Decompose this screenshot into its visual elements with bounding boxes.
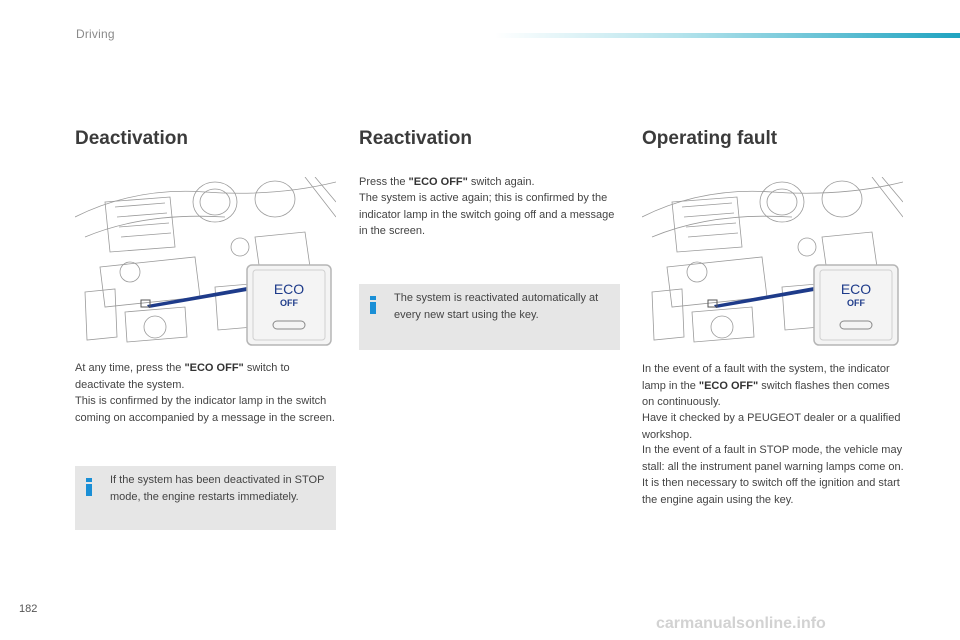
deactivation-title: Deactivation <box>75 128 188 149</box>
eco-switch-label-top: ECO <box>840 281 872 297</box>
eco-switch-label-bottom: OFF <box>847 298 865 308</box>
deactivation-paragraph-2: This is confirmed by the indicator lamp in the switch coming on accompanied by a message in the screen. <box>75 395 335 424</box>
operating-fault-title: Operating fault <box>642 128 778 149</box>
eco-off-switch-name: "ECO OFF" <box>698 379 759 392</box>
watermark: carmanualsonline.info <box>656 615 826 632</box>
operating-fault-paragraph-1 <box>642 361 904 411</box>
operating-fault-paragraph-3: In the event of a fault in STOP mode, the vehicle may stall: all the instrument panel warning lamps come on. It is then necessary to switch off the ignition and start the engine again using the key. <box>642 444 904 506</box>
dashboard-illustration <box>75 177 336 350</box>
deactivation-text-after: switch to deactivate the system. <box>75 362 290 391</box>
header-bar <box>495 33 960 38</box>
operating-fault-text-before: In the event of a fault with the system, the indicator lamp in the <box>642 363 890 392</box>
operating-fault-text-after: switch flashes then comes on continuously. <box>642 379 890 408</box>
operating-fault-paragraph-2: Have it checked by a PEUGEOT dealer or a qualified workshop. <box>642 412 901 441</box>
reactivation-info-text: The system is reactivated automatically at every new start using the key. <box>394 292 599 321</box>
info-icon <box>370 296 376 314</box>
info-icon <box>86 478 92 496</box>
deactivation-info-box <box>75 466 336 530</box>
page-number: 182 <box>19 603 38 615</box>
eco-off-switch-name: "ECO OFF" <box>184 362 244 374</box>
dashboard-illustration <box>642 177 903 350</box>
deactivation-info-text: If the system has been deactivated in STOP mode, the engine restarts immediately. <box>110 474 325 503</box>
reactivation-info-box <box>359 284 620 350</box>
header-section-label: Driving <box>76 27 115 41</box>
deactivation-text-before: At any time, press the <box>75 362 185 374</box>
reactivation-title: Reactivation <box>359 128 472 149</box>
reactivation-paragraph-1 <box>359 174 621 191</box>
reactivation-text-before: Press the <box>359 176 409 188</box>
reactivation-text-after: switch again. <box>467 176 535 188</box>
deactivation-paragraph-1 <box>75 360 337 393</box>
eco-switch-label-bottom: OFF <box>280 298 298 308</box>
eco-off-switch-name: "ECO OFF" <box>408 176 468 188</box>
reactivation-paragraph-2: The system is active again; this is confirmed by the indicator lamp in the switch going off and a message in the screen. <box>359 192 615 237</box>
eco-switch-label-top: ECO <box>273 281 305 297</box>
